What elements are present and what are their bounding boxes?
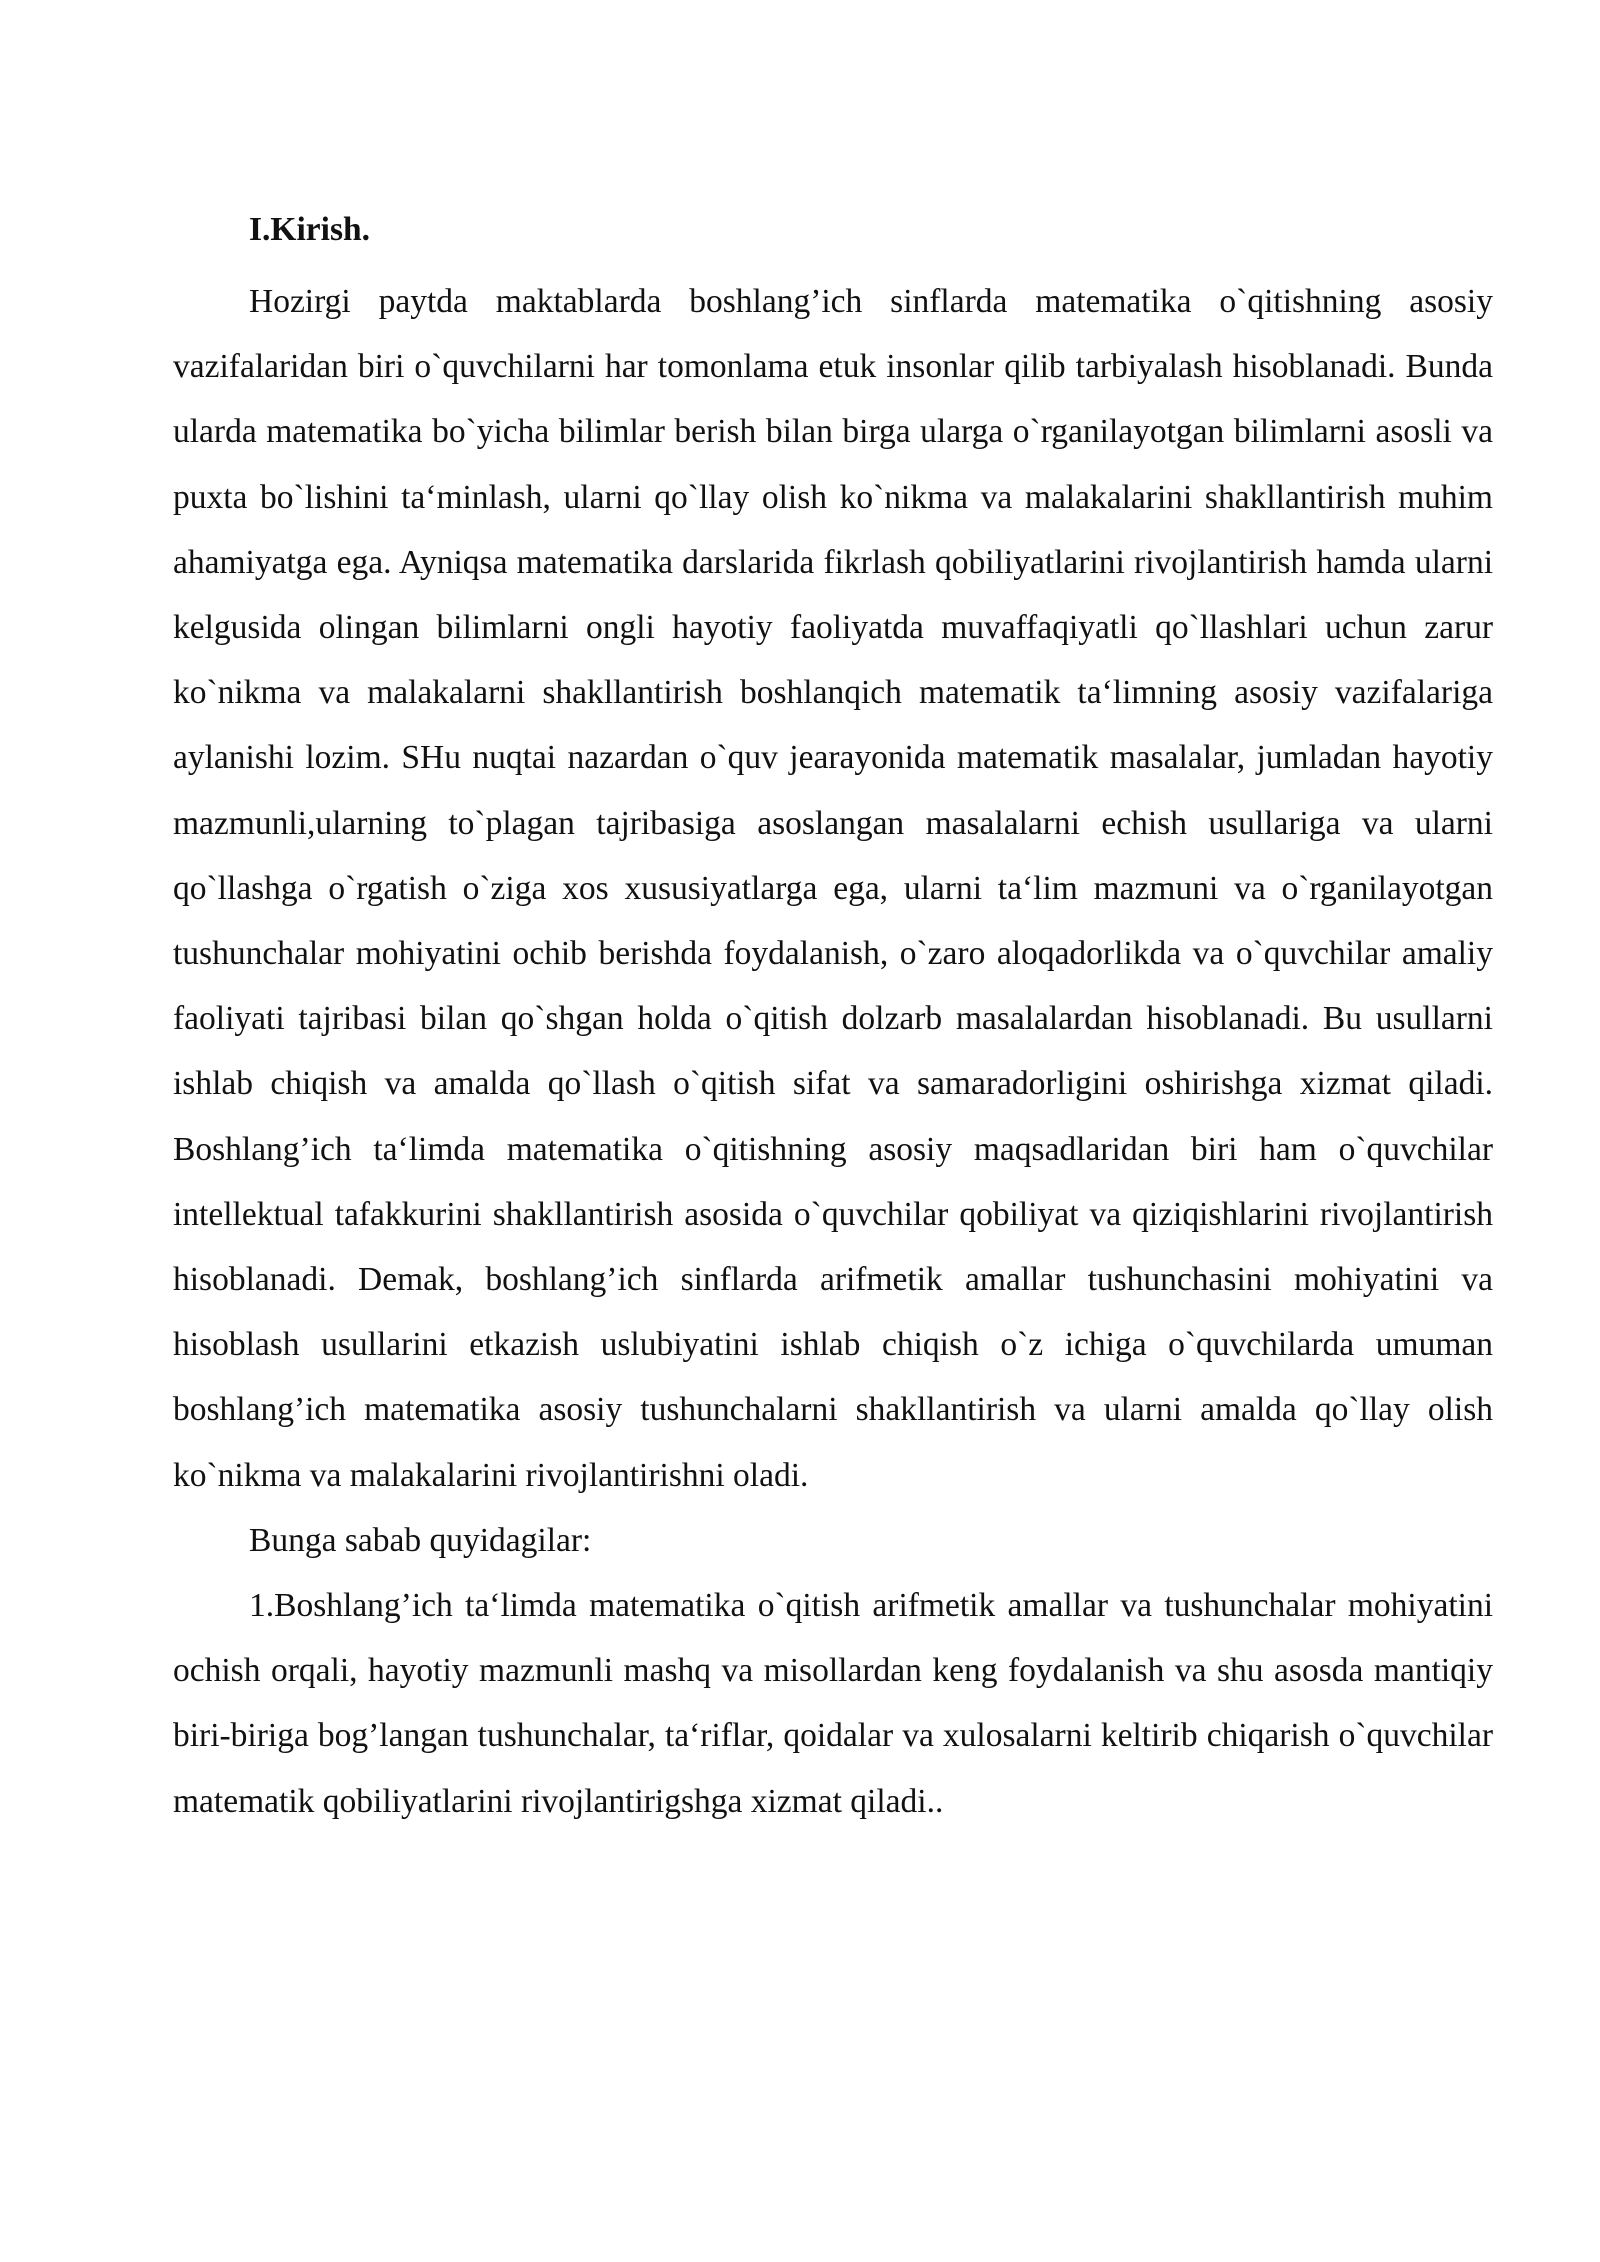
paragraph-intro: Hozirgi paytda maktablarda boshlang’ich sinflarda matematika o`qitishning asosiy vazifalaridan biri o`quvchilarni har tomonlama etuk insonlar qilib tarbiyalash hisoblanadi. Bunda ularda matematika bo`yicha bilimlar berish bilan birga ularga o`rganilayotgan bilimlarni asosli va puxta bo`lishini ta‘minlash, ularni qo`llay olish ko`nikma va malakalarini shakllantirish muhim ahamiyatga ega. Ayniqsa matematika darslarida fikrlash qobiliyatlarini rivojlantirish hamda ularni kelgusida olingan bilimlarni ongli hayotiy faoliyatda muvaffaqiyatli qo`llashlari uchun zarur ko`nikma va malakalarni shakllantirish boshlanqich matematik ta‘limning asosiy vazifalariga aylanishi lozim. SHu nuqtai nazardan o`quv jearayonida matematik masalalar, jumladan hayotiy mazmunli,ularning to`plagan tajribasiga asoslangan masalalarni echish usullariga va ularni qo`llashga o`rgatish o`ziga xos xususiyatlarga ega, ularni ta‘lim mazmuni va o`rganilayotgan tushunchalar mohiyatini ochib berishda foydalanish, o`zaro aloqadorlikda va o`quvchilar amaliy faoliyati tajribasi bilan qo`shgan holda o`qitish dolzarb masalalardan hisoblanadi. Bu usullarni ishlab chiqish va amalda qo`llash o`qitish sifat va samaradorligini oshirishga xizmat qiladi. Boshlang’ich ta‘limda matematika o`qitishning asosiy maqsadlaridan biri ham o`quvchilar intellektual tafakkurini shakllantirish asosida o`quvchilar qobiliyat va qiziqishlarini rivojlantirish hisoblanadi. Demak, boshlang’ich sinflarda arifmetik amallar tushunchasini mohiyatini va hisoblash usullarini etkazish uslubiyatini ishlab chiqish o`z ichiga o`quvchilarda umuman boshlang’ich matematika asosiy tushunchalarni shakllantirish va ularni amalda qo`llay olish ko`nikma va malakalarini rivojlantirishni oladi.	[173, 283, 1493, 1494]
paragraph-reasons-intro: Bunga sabab quyidagilar:	[249, 1521, 592, 1559]
section-heading: I.Kirish.	[249, 211, 370, 248]
document-body	[173, 205, 1493, 1834]
paragraph-reason-1: 1.Boshlang’ich ta‘limda matematika o`qitish arifmetik amallar va tushunchalar mohiyatini ochish orqali, hayotiy mazmunli mashq va misollardan keng foydalanish va shu asosda mantiqiy biri-biriga bog’langan tushunchalar, ta‘riflar, qoidalar va xulosalarni keltirib chiqarish o`quvchilar matematik qobiliyatlarini rivojlantirigshga xizmat qiladi..	[173, 1587, 1493, 1820]
